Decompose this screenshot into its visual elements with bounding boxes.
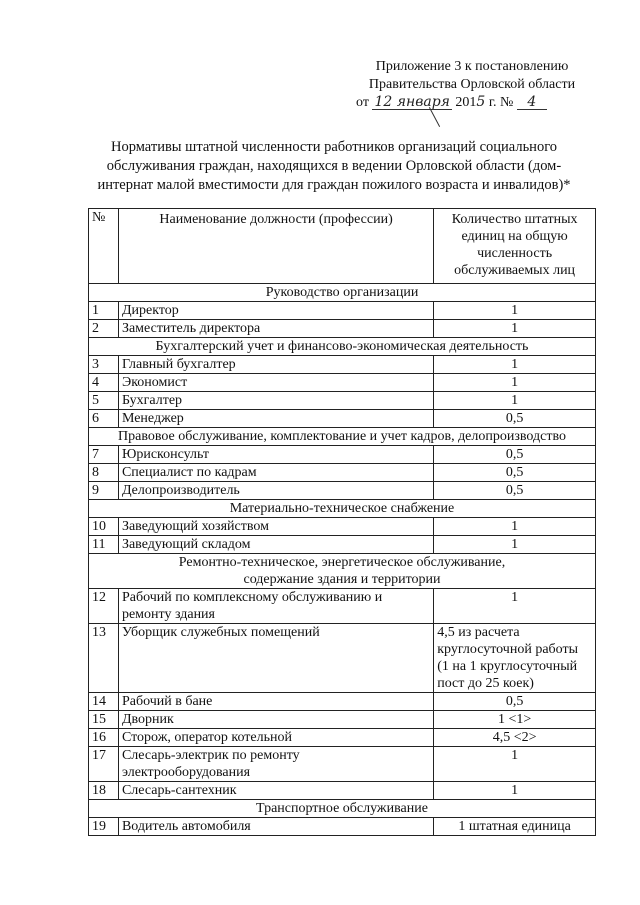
row-number: 6	[89, 410, 119, 428]
row-name: Слесарь-сантехник	[118, 782, 433, 800]
section-row	[89, 554, 596, 589]
row-number: 2	[89, 320, 119, 338]
row-name: Водитель автомобиля	[118, 818, 433, 836]
row-number: 5	[89, 392, 119, 410]
table-row	[89, 818, 596, 836]
table-row	[89, 392, 596, 410]
row-name: Рабочий по комплексному обслуживанию и ремонту здания	[118, 589, 433, 624]
year-label: 201	[455, 95, 477, 110]
row-name: Главный бухгалтер	[118, 356, 433, 374]
appendix-line-2: Правительства Орловской области	[368, 77, 576, 92]
table-body	[89, 284, 596, 836]
row-number: 4	[89, 374, 119, 392]
row-name: Специалист по кадрам	[118, 464, 433, 482]
row-value: 1	[434, 302, 596, 320]
row-number: 12	[89, 589, 119, 624]
row-number: 19	[89, 818, 119, 836]
section-title: Материально-техническое снабжение	[89, 500, 596, 518]
table-row	[89, 302, 596, 320]
row-name: Дворник	[118, 711, 433, 729]
row-name: Экономист	[118, 374, 433, 392]
row-name: Сторож, оператор котельной	[118, 729, 433, 747]
table-row	[89, 374, 596, 392]
row-value: 4,5 из расчета круглосуточной работы (1 на 1 круглосуточный пост до 25 коек)	[434, 624, 596, 693]
table-row	[89, 693, 596, 711]
row-number: 7	[89, 446, 119, 464]
row-number: 18	[89, 782, 119, 800]
g-label: г. №	[488, 95, 514, 110]
table-row	[89, 518, 596, 536]
row-name: Заместитель директора	[118, 320, 433, 338]
row-value: 1	[434, 374, 596, 392]
row-number: 9	[89, 482, 119, 500]
row-value: 1	[434, 518, 596, 536]
row-name: Рабочий в бане	[118, 693, 433, 711]
row-value: 0,5	[434, 464, 596, 482]
header-name: Наименование должности (профессии)	[118, 209, 433, 284]
row-value: 1	[434, 536, 596, 554]
section-title: Ремонтно-техническое, энергетическое обслуживание, содержание здания и территории	[89, 554, 596, 589]
handwritten-date: 12 января	[374, 94, 450, 110]
title-line-2: обслуживания граждан, находящихся в ведении Орловской области (дом-	[106, 158, 562, 174]
table-row	[89, 711, 596, 729]
row-name: Заведующий складом	[118, 536, 433, 554]
row-value: 1	[434, 747, 596, 782]
section-row	[89, 284, 596, 302]
row-number: 13	[89, 624, 119, 693]
section-row	[89, 338, 596, 356]
row-number: 15	[89, 711, 119, 729]
row-value: 1 <1>	[434, 711, 596, 729]
header-count: Количество штатных единиц на общую численность обслуживаемых лиц	[434, 209, 596, 284]
table-header-row	[89, 209, 596, 284]
table-row	[89, 446, 596, 464]
row-name: Директор	[118, 302, 433, 320]
appendix-block	[352, 58, 592, 112]
handwritten-number: 4	[517, 95, 547, 110]
staffing-table	[88, 208, 596, 836]
row-value: 0,5	[434, 410, 596, 428]
row-value: 1	[434, 392, 596, 410]
row-value: 1	[434, 320, 596, 338]
row-value: 1 штатная единица	[434, 818, 596, 836]
row-number: 3	[89, 356, 119, 374]
row-name: Юрисконсульт	[118, 446, 433, 464]
row-value: 4,5 <2>	[434, 729, 596, 747]
section-title: Руководство организации	[89, 284, 596, 302]
row-name: Бухгалтер	[118, 392, 433, 410]
header-num: №	[89, 209, 119, 284]
row-name: Делопроизводитель	[118, 482, 433, 500]
table-row	[89, 356, 596, 374]
table-row	[89, 410, 596, 428]
row-value: 1	[434, 356, 596, 374]
document-title	[84, 138, 584, 195]
table-row	[89, 464, 596, 482]
row-number: 14	[89, 693, 119, 711]
section-row	[89, 428, 596, 446]
pen-stroke	[429, 107, 440, 127]
appendix-line-1: Приложение 3 к постановлению	[375, 59, 569, 74]
section-title: Правовое обслуживание, комплектование и учет кадров, делопроизводство	[89, 428, 596, 446]
title-line-3: интернат малой вместимости для граждан пожилого возраста и инвалидов)*	[97, 177, 571, 193]
section-title: Бухгалтерский учет и финансово-экономическая деятельность	[89, 338, 596, 356]
row-number: 11	[89, 536, 119, 554]
table-row	[89, 482, 596, 500]
section-row	[89, 500, 596, 518]
row-value: 1	[434, 782, 596, 800]
table-row	[89, 729, 596, 747]
row-value: 0,5	[434, 482, 596, 500]
row-value: 1	[434, 589, 596, 624]
table-row	[89, 589, 596, 624]
table-row	[89, 536, 596, 554]
row-name: Слесарь-электрик по ремонту электрооборудования	[118, 747, 433, 782]
table-row	[89, 624, 596, 693]
row-name: Уборщик служебных помещений	[118, 624, 433, 693]
section-row	[89, 800, 596, 818]
title-line-1: Нормативы штатной численности работников организаций социального	[110, 139, 558, 155]
table-row	[89, 320, 596, 338]
handwritten-year: 5	[476, 94, 486, 110]
row-value: 0,5	[434, 693, 596, 711]
row-number: 16	[89, 729, 119, 747]
row-number: 10	[89, 518, 119, 536]
table-row	[89, 782, 596, 800]
table-row	[89, 747, 596, 782]
row-name: Заведующий хозяйством	[118, 518, 433, 536]
section-title: Транспортное обслуживание	[89, 800, 596, 818]
row-number: 17	[89, 747, 119, 782]
appendix-date-line	[352, 94, 592, 112]
row-number: 8	[89, 464, 119, 482]
row-number: 1	[89, 302, 119, 320]
row-name: Менеджер	[118, 410, 433, 428]
row-value: 0,5	[434, 446, 596, 464]
from-label: от	[356, 95, 369, 110]
